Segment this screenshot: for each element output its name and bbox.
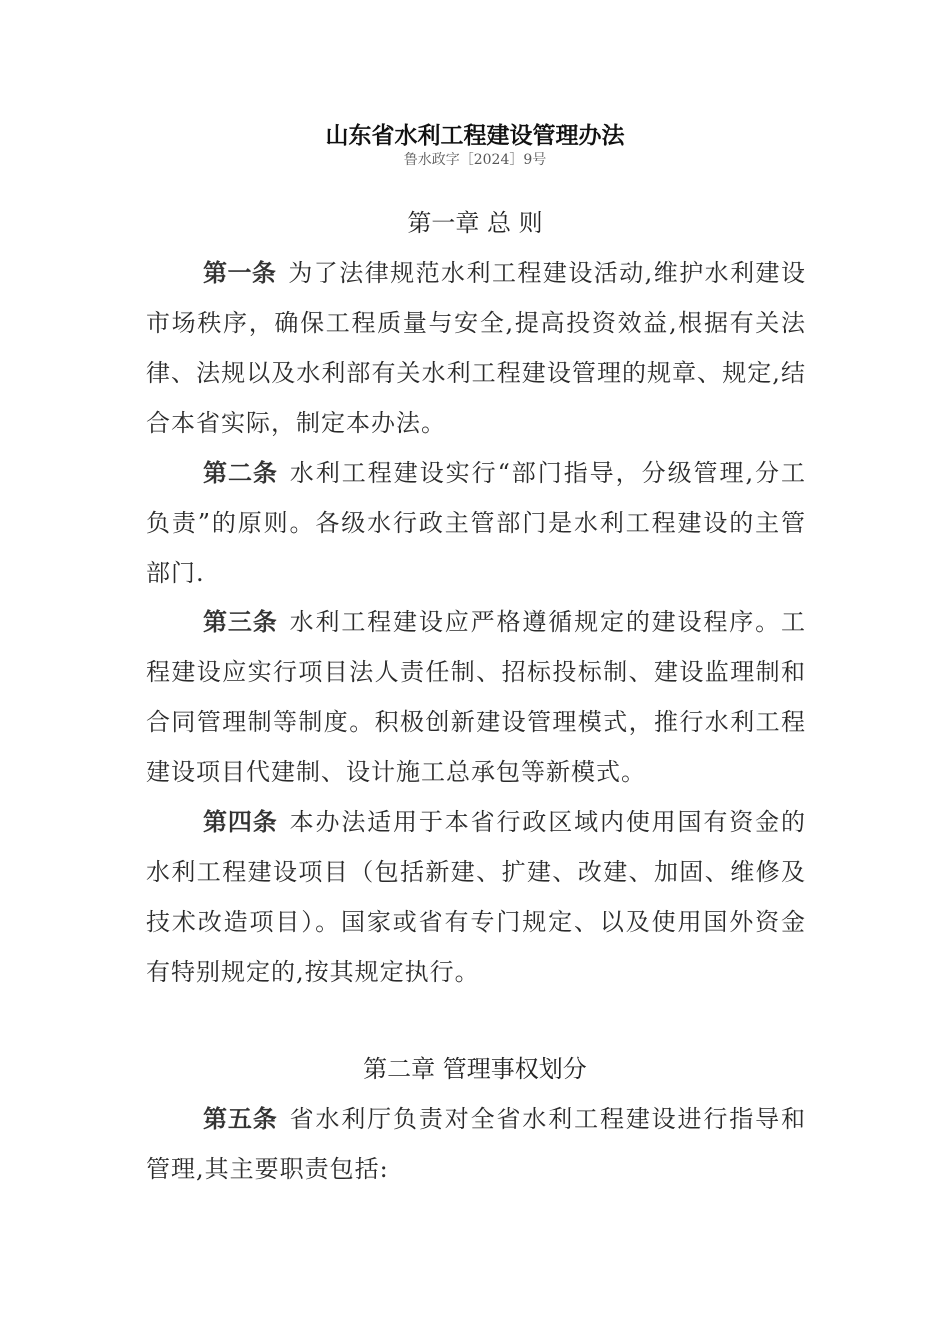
article-text: 本办法适用于本省行政区域内使用国有资金的水利工程建设项目（包括新建、扩建、改建、加固、维修及技术改造项目）。国家或省有专门规定、以及使用国外资金有特别规定的,按其规定执行。 bbox=[146, 808, 807, 986]
document-title: 山东省水利工程建设管理办法 bbox=[325, 123, 625, 149]
article-label: 第三条 bbox=[203, 608, 278, 636]
article-text: 水利工程建设应严格遵循规定的建设程序。工程建设应实行项目法人责任制、招标投标制、建设监理制和合同管理制等制度。积极创新建设管理模式，推行水利工程建设项目代建制、设计施工总承包等新模式。 bbox=[146, 608, 807, 786]
article-3 bbox=[146, 597, 806, 797]
article-1 bbox=[146, 248, 806, 448]
article-label: 第二条 bbox=[203, 459, 278, 487]
article-5 bbox=[146, 1094, 806, 1194]
article-text: 水利工程建设实行“部门指导，分级管理,分工负责”的原则。各级水行政主管部门是水利工程建设的主管部门. bbox=[146, 459, 806, 587]
article-text: 为了法律规范水利工程建设活动,维护水利建设市场秩序，确保工程质量与安全,提高投资效益,根据有关法律、法规以及水利部有关水利工程建设管理的规章、规定,结合本省实际，制定本办法。 bbox=[146, 259, 806, 437]
article-2 bbox=[146, 448, 806, 598]
article-label: 第一条 bbox=[203, 259, 277, 287]
article-text: 省水利厅负责对全省水利工程建设进行指导和管理,其主要职责包括: bbox=[146, 1105, 807, 1183]
chapter-heading-1: 第一章 总 则 bbox=[407, 209, 543, 237]
article-label: 第四条 bbox=[203, 808, 278, 836]
article-label: 第五条 bbox=[203, 1105, 278, 1133]
article-4 bbox=[146, 797, 806, 997]
chapter-heading-2: 第二章 管理事权划分 bbox=[363, 1055, 587, 1083]
document-number: 鲁水政字［2024］9号 bbox=[403, 152, 547, 168]
